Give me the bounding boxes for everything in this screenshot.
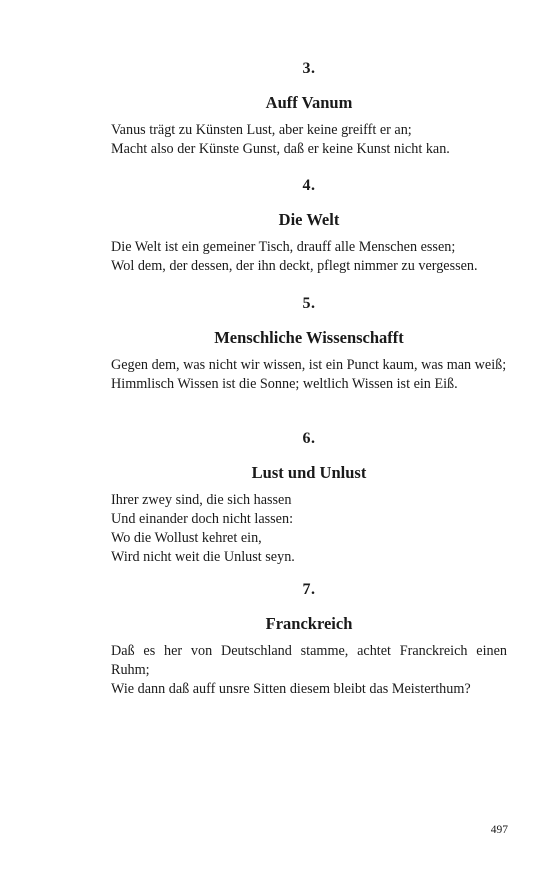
- poem-title: Die Welt: [278, 210, 340, 229]
- poem-line: Gegen dem, was nicht wir wissen, ist ein Punct kaum, was man weiß;: [111, 357, 507, 373]
- poem-body: [111, 121, 507, 159]
- poem-line: Macht also der Künste Gunst, daß er keine Kunst nicht kan.: [111, 141, 450, 157]
- poem-number: 4.: [302, 177, 316, 194]
- poem-title: Lust und Unlust: [251, 463, 367, 482]
- poem-7: [111, 580, 507, 699]
- poem-number: 5.: [302, 295, 316, 312]
- poem-body: [111, 238, 507, 276]
- poem-title: Franckreich: [265, 614, 353, 633]
- poem-line: Wird nicht weit die Unlust seyn.: [111, 549, 295, 565]
- poem-line: Und einander doch nicht lassen:: [111, 511, 294, 527]
- poem-number: 6.: [302, 430, 316, 447]
- poem-line: Vanus trägt zu Künsten Lust, aber keine greifft er an;: [111, 122, 412, 138]
- poem-title: Auff Vanum: [265, 93, 353, 112]
- poem-line: Die Welt ist ein gemeiner Tisch, drauff alle Menschen essen;: [111, 239, 456, 255]
- poem-line: Ihrer zwey sind, die sich hassen: [111, 492, 292, 508]
- poem-body: [111, 356, 507, 394]
- poem-line: Himmlisch Wissen ist die Sonne; weltlich Wissen ist ein Eiß.: [111, 376, 458, 392]
- poem-5: [111, 294, 507, 394]
- poem-line: Wol dem, der dessen, der ihn deckt, pflegt nimmer zu vergessen.: [111, 258, 478, 274]
- poem-line: Wo die Wollust kehret ein,: [111, 530, 262, 546]
- poem-4: [111, 176, 507, 276]
- page-number: 497: [490, 824, 508, 836]
- poem-3: [111, 59, 507, 159]
- poem-line: Daß es her von Deutschland stamme, achtet Franckreich einen Ruhm;: [111, 643, 507, 678]
- poem-body: [111, 491, 507, 567]
- poem-line: Wie dann daß auff unsre Sitten diesem bleibt das Meisterthum?: [111, 681, 471, 697]
- poem-number: 3.: [302, 60, 316, 77]
- poem-title: Menschliche Wissenschafft: [214, 328, 404, 347]
- poem-body: [111, 642, 507, 699]
- poem-number: 7.: [302, 581, 316, 598]
- poem-6: [111, 429, 507, 567]
